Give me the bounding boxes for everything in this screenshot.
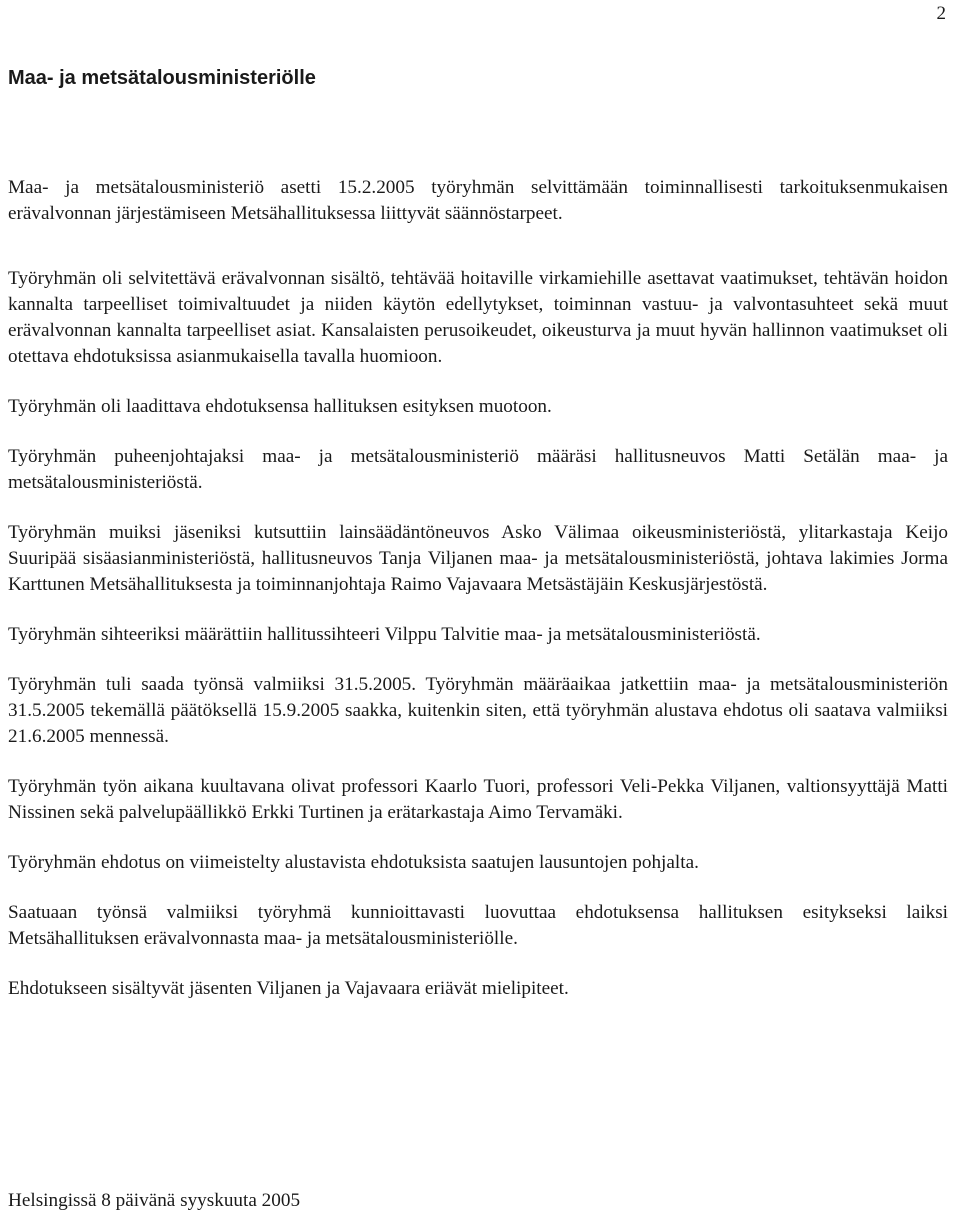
paragraph-deadline: Työryhmän tuli saada työnsä valmiiksi 31.5.2005. Työryhmän määräaikaa jatkettiin maa- ja metsätalousministeriön 31.5.2005 tekemällä päätöksellä 15.9.2005 saakka, kuitenkin siten, että työryhmän alustava ehdotus oli saatava valmiiksi 21.6.2005 mennessä. <box>8 674 948 747</box>
closing-place-date: Helsingissä 8 päivänä syyskuuta 2005 <box>8 1190 301 1211</box>
paragraph-experts: Työryhmän työn aikana kuultavana olivat professori Kaarlo Tuori, professori Veli-Pekka Viljanen, valtionsyyttäjä Matti Nissinen sekä palvelupäällikkö Erkki Turtinen ja erätarkastaja Aimo Tervamäki. <box>8 776 948 823</box>
paragraph-mandate: Työryhmän oli selvitettävä erävalvonnan sisältö, tehtävää hoitaville virkamiehille asettavat vaatimukset, tehtävän hoidon kannalta tarpeelliset toimivaltuudet ja niiden käytön edellytykset, toiminnan vastuu- ja valvontasuhteet sekä muut erävalvonnan kannalta tarpeelliset asiat. Kansalaisten perusoikeudet, oikeusturva ja muut hyvän hallinnon vaatimukset oli otettava ehdotuksissa asianmukaisella tavalla huomioon. <box>8 268 948 367</box>
paragraph-dissent: Ehdotukseen sisältyvät jäsenten Viljanen ja Vajavaara eriävät mielipiteet. <box>8 978 569 999</box>
paragraph-statements: Työryhmän ehdotus on viimeistelty alustavista ehdotuksista saatujen lausuntojen pohjalta. <box>8 852 699 873</box>
paragraph-format: Työryhmän oli laadittava ehdotuksensa hallituksen esityksen muotoon. <box>8 396 552 417</box>
page-number: 2 <box>936 3 946 24</box>
paragraph-secretary: Työryhmän sihteeriksi määrättiin hallitussihteeri Vilppu Talvitie maa- ja metsätalousministeriöstä. <box>8 624 761 645</box>
paragraph-members: Työryhmän muiksi jäseniksi kutsuttiin lainsäädäntöneuvos Asko Välimaa oikeusministeriöstä, ylitarkastaja Keijo Suuripää sisäasianministeriöstä, hallitusneuvos Tanja Viljanen maa- ja metsätalousministeriöstä, johtava lakimies Jorma Karttunen Metsähallituksesta ja toiminnanjohtaja Raimo Vajavaara Metsästäjäin Keskusjärjestöstä. <box>8 522 948 595</box>
document-body <box>8 175 948 1002</box>
paragraph-appointment: Maa- ja metsätalousministeriö asetti 15.2.2005 työryhmän selvittämään toiminnallisesti tarkoituksenmukaisen erävalvonnan järjestämiseen Metsähallituksessa liittyvät säännöstarpeet. <box>8 177 948 224</box>
paragraph-chair: Työryhmän puheenjohtajaksi maa- ja metsätalousministeriö määräsi hallitusneuvos Matti Setälän maa- ja metsätalousministeriöstä. <box>8 446 948 493</box>
document-heading: Maa- ja metsätalousministeriölle <box>8 67 316 89</box>
paragraph-handover: Saatuaan työnsä valmiiksi työryhmä kunnioittavasti luovuttaa ehdotuksensa hallituksen esitykseksi laiksi Metsähallituksen erävalvonnasta maa- ja metsätalousministeriölle. <box>8 902 948 949</box>
